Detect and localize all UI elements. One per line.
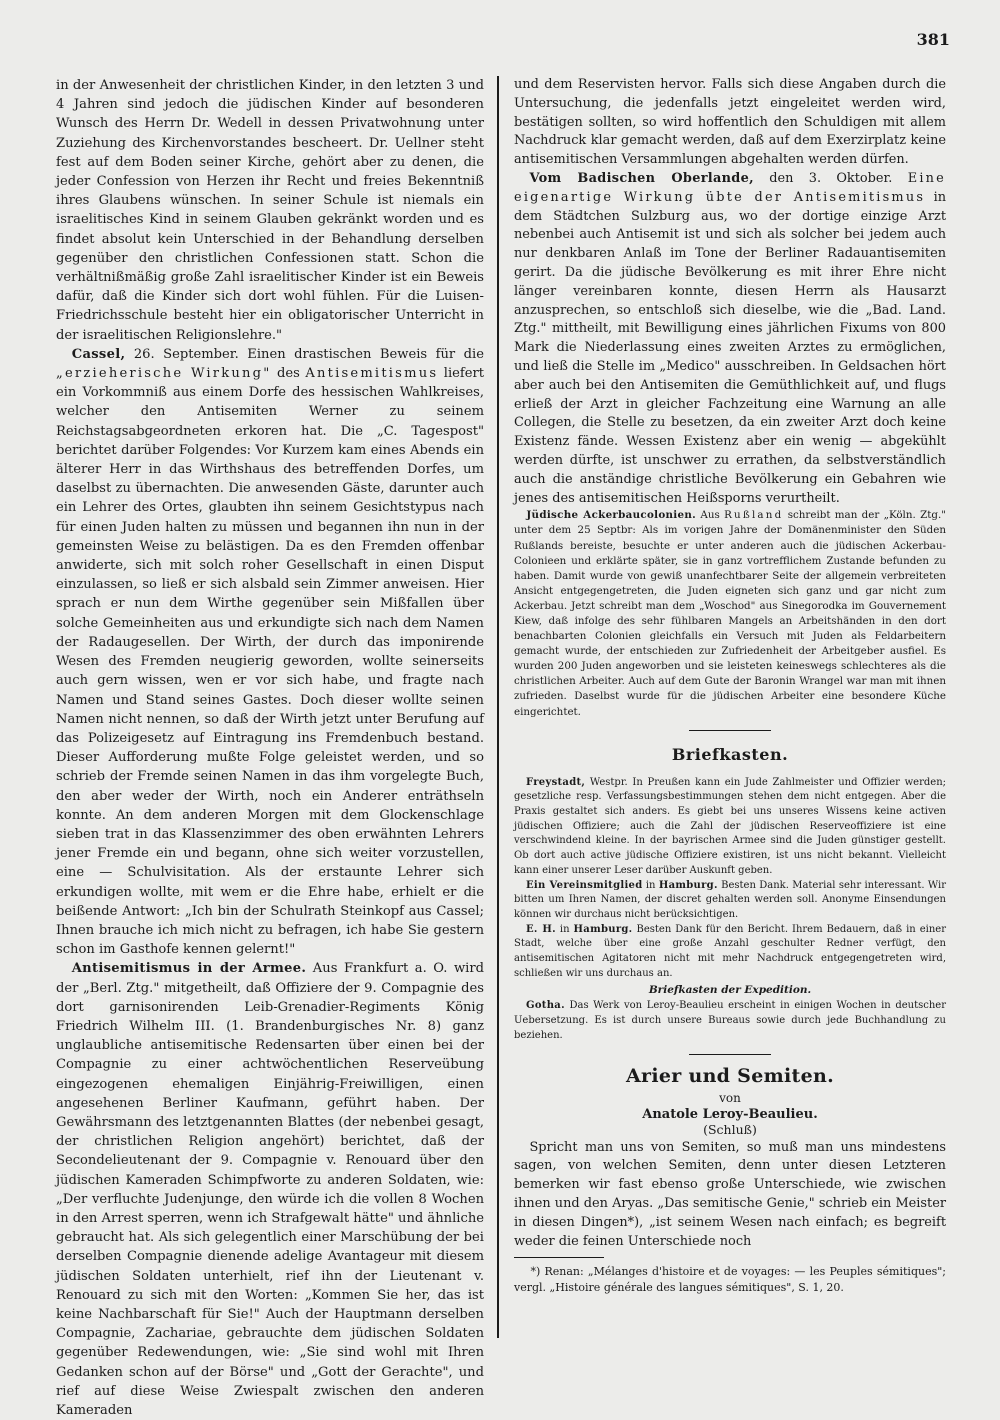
reply-text: Westpr. In Preußen kann ein Jude Zahlmeister und Offizier werden; gesetzliche resp. Verfassungsbestimmungen stehen dem nicht entgegen. Aber die Praxis gestaltet sich anders. Es giebt bei uns unseres Wissens keine activen jüdischen Offiziere; auch die Zahl der jüdischen Reserveoffiziere ist eine verschwindend kleine. In der bayrischen Armee sind die Juden günstiger gestellt. Ob dort auch active jüdische Offiziere existiren, ist uns nicht bekannt. Vielleicht kann einer unserer Leser darüber Auskunft geben. [514, 776, 946, 876]
spaced-phrase: Eine eigenartige Wirkung übte der Antisemitismus [514, 170, 946, 205]
reply-text: Das Werk von Leroy-Beaulieu erscheint in einigen Wochen in deutscher Uebersetzung. Es ist durch unsere Bureaus sowie durch jede Buchhandlung zu beziehen. [514, 1000, 946, 1041]
reply-place: Hamburg. [573, 923, 633, 935]
spaced-phrase: „erzieherische Wirkung" [56, 366, 272, 382]
footnote-rule [514, 1257, 604, 1258]
reply-recipient: Gotha. [526, 1000, 565, 1012]
section-separator [689, 1054, 771, 1055]
reply-place: Hamburg. [658, 879, 718, 891]
paragraph-text: und dem Reservisten hervor. Falls sich diese Angaben durch die Untersuchung, die jedenfalls jetzt eingeleitet werden wird, bestätigen sollten, so wird hoffentlich den Schuldigen mit allem Nachdruck klar gemacht werden, daß auf dem Exerzirplatz keine antisemitischen Versammlungen abgehalten werden dürfen. [514, 77, 946, 168]
reply-text: in [555, 923, 574, 935]
footnote: *) Renan: „Mélanges d'histoire et de voyages: — les Peuples sémitiques"; vergl. „Histoire générale des langues sémitiques", S. 1, 20. [514, 1265, 946, 1294]
news-heading-cassel: Cassel, [71, 346, 126, 362]
letter-reply [514, 879, 946, 923]
news-item-cassel [56, 345, 484, 960]
reply-text: in [642, 879, 659, 891]
news-date: 26. September. [125, 346, 239, 362]
article-continuation [56, 76, 484, 345]
paragraph-text: Aus [696, 509, 725, 522]
expedition-subheading: Briefkasten der Expedition. [648, 984, 812, 997]
article-author: Anatole Leroy-Beaulieu. [642, 1106, 818, 1122]
news-date: den 3. Oktober. [753, 170, 893, 186]
section-separator [689, 730, 771, 731]
paragraph-text: Aus Frankfurt a. O. wird der „Berl. Ztg." mitgetheilt, daß Offiziere der 9. Compagnie des dort garnisonirenden Leib-Grenadier-Regiments König Friedrich Wilhelm III. (1. Brandenburgisches Nr. 8) ganz unglaubliche antisemitische Redensarten über einen bei der Compagnie zu einer achtwöchentlichen Reserveübung eingezogenen ehemaligen Einjährig-Freiwilligen, einen angesehenen Berliner Kaufmann, geführt haben. Der Gewährsmann des letztgenannten Blattes (der nebenbei gesagt, der christlichen Religion angehört) berichtet, daß der Secondelieutenant der 9. Compagnie v. Renouard über den jüdischen Kameraden Schimpfworte zu anderen Soldaten, wie: „Der verfluchte Judenjunge, den würde ich die vollen 8 Wochen in den Arrest sperren, wenn ich Strafgewalt hätte" und ähnliche gebraucht hat. Als sich gelegentlich einer Marschübung der bei derselben Compagnie dienende adelige Avantageur mit diesem jüdischen Soldaten unterhielt, rief ihn der Lieutenant v. Renouard zu sich mit den Worten: „Kommen Sie her, das ist keine Nachbarschaft für Sie!" Auch der Hauptmann derselben Compagnie, Zachariae, gebrauchte dem jüdischen Soldaten gegenüber Redewendungen, wie: „Sie sind wohl mit Ihren Gedanken schon auf der Börse" und „Gott der Gerachte", und rief auf diese Weise Zwiespalt zwischen den anderen Kameraden [56, 961, 484, 1419]
byline-von: von [719, 1090, 741, 1105]
news-heading-baden: Vom Badischen Oberlande, [529, 170, 754, 186]
reply-recipient: Ein Vereinsmitglied [526, 879, 643, 891]
news-item-armee [56, 959, 484, 1420]
column-divider [497, 76, 499, 1338]
briefkasten-title: Briefkasten. [671, 744, 789, 764]
reply-text: Besten Dank für den Bericht. Ihrem Bedauern, daß in einer Stadt, welche über eine große Anzahl geschulter Redner verfügt, den antisemitischen Agitatoren nicht mit mehr Nachdruck entgegengetreten wird, schließen wir uns durchaus an. [514, 923, 946, 979]
page-number: 381 [916, 30, 950, 49]
reply-text: Besten Dank. Material sehr interessant. Wir bitten um Ihren Namen, der discret gehalten werden soll. Anonyme Einsendungen können wir durchaus nicht berücksichtigen. [514, 879, 946, 920]
reply-recipient: Freystadt, [526, 776, 586, 788]
reply-recipient: E. H. [526, 923, 556, 935]
article-body: Spricht man uns von Semiten, so muß man uns mindestens sagen, von welchen Semiten, denn unter diesen Letzteren bemerken wir fast ebenso große Unterschiede, wie zwischen ihnen und den Aryas. „Das semitische Genie," schrieb ein Meister in diesen Dingen*), „ist seinem Wesen nach einfach; es begreift weder die feinen Unterschiede noch [514, 1139, 946, 1249]
letter-reply [514, 999, 946, 1043]
news-item-colonies [514, 508, 946, 719]
article-title: Arier und Semiten. [625, 1064, 835, 1087]
article-continuation [514, 76, 946, 170]
news-heading-colonies: Jüdische Ackerbaucolonien. [526, 509, 697, 522]
paragraph-text: Einen drastischen Beweis für die [238, 346, 484, 362]
paragraph-text: in dem Städtchen Sulzburg aus, wo der dortige einzige Arzt nebenbei auch Antisemit ist und sich als solcher bei jedem auch nur denkbaren Anlaß im Tone der Berliner Radauantisemiten gerirt. Da die jüdische Bevölkerung es mit ihrer Ehre nicht länger vereinbaren konnte, diesen Herrn als Hausarzt anzusprechen, so entschloß sich dieselbe, wie die „Bad. Land. Ztg." mittheilt, mit Bewilligung eines jährlichen Fixums von 800 Mark die Niederlassung eines zweiten Arztes zu ermöglichen, und ließ die Stelle im „Medico" ausschreiben. In Geldsachen hört aber auch bei den Antisemiten die Gemüthlichkeit auf, und flugs erließ der Arzt in gleicher Fachzeitung eine Warnung an alle Collegen, die Stelle zu besetzen, da ein zweiter Arzt doch keine Existenz fände. Wessen Existenz aber ein wenig — abgekühlt werden dürfte, ist unschwer zu errathen, da selbstverständlich auch die anständige christliche Bevölkerung ein Gebahren wie jenes des antisemitischen Heißsporns verurtheilt. [514, 189, 946, 506]
paragraph-text: des [271, 366, 306, 382]
spaced-phrase: Antisemitismus [305, 366, 439, 382]
left-column [56, 76, 484, 1419]
news-heading-armee: Antisemitismus in der Armee. [71, 961, 307, 977]
article-part: (Schluß) [703, 1121, 757, 1137]
news-item-baden [514, 170, 946, 508]
paragraph-text: in der Anwesenheit der christlichen Kinder, in den letzten 3 und 4 Jahren sind jedoch die jüdischen Kinder auf besonderen Wunsch des Herrn Dr. Wedell in dessen Privatwohnung unter Zuziehung des Kirchenvorstandes bescheert. Dr. Uellner steht fest auf dem Boden seiner Kirche, gehört aber zu denen, die jeder Confession von Herzen ihr Recht und freies Bekenntniß ihres Glaubens wünschen. In seiner Schule ist niemals ein israelitisches Kind in seinem Glauben gekränkt worden und es findet absolut kein Unterschied in der Behandlung derselben gegenüber den christlichen Confessionen statt. Schon die verhältnißmäßig große Zahl israelitischer Kinder ist ein Beweis dafür, daß die Kinder sich dort wohl fühlen. Für die Luisen-Friedrichsschule besteht hier ein obligatorischer Unterricht in der israelitischen Religionslehre." [56, 78, 484, 343]
paragraph-text: schreibt man der „Köln. Ztg." unter dem 25 Septbr: Als im vorigen Jahre der Domänenminister den Süden Rußlands bereiste, besuchte er unter anderen auch die jüdischen Ackerbau-Colonieen und erklärte später, sie in ganz vortrefflichem Zustande befunden zu haben. Damit wurde von gewiß unanfechtbarer Seite der allgemein verbreiteten Ansicht entgegengetreten, die Juden eigneten sich ganz und gar nicht zum Ackerbau. Jetzt schreibt man dem „Woschod" aus Sinegorodka im Gouvernement Kiew, daß infolge des sehr fühlbaren Mangels an Arbeitshänden in den dort benachbarten Colonien gleichfalls ein Versuch mit Juden als Feldarbeitern gemacht wurde, der entschieden zur Zufriedenheit der Arbeitgeber ausfiel. Es wurden 200 Juden angeworben und sie leisteten keineswegs schlechteres als die christlichen Arbeiter. Auch auf dem Gute der Baronin Wrangel war man mit ihnen zufrieden. Daselbst wurde für die jüdischen Arbeiter eine besondere Küche eingerichtet. [514, 509, 946, 718]
spaced-phrase: Rußland [724, 509, 784, 522]
letter-reply [514, 776, 946, 879]
right-column [514, 76, 946, 1348]
paragraph-text: liefert ein Vorkommniß aus einem Dorfe des hessischen Wahlkreises, welcher den Antisemiten Werner zu seinem Reichstagsabgeordneten erkoren hat. Die „C. Tagespost" berichtet darüber Folgendes: Vor Kurzem kam eines Abends ein älterer Herr in das Wirthshaus des betreffenden Dorfes, um daselbst zu übernachten. Die anwesenden Gäste, darunter auch ein Lehrer des Ortes, glaubten ihn seinem Gesichtstypus nach für einen Juden halten zu müssen und begannen ihn nun in der gemeinsten Weise zu belästigen. Da es den Fremden offenbar anwiderte, sich mit solch roher Gesellschaft in einen Disput einzulassen, so ließ er sich alsbald sein Zimmer anweisen. Hier sprach er nun dem Wirthe gegenüber sein Mißfallen über solche Gemeinheiten aus und erkundigte sich nach dem Namen der Radaugesellen. Der Wirth, der durch das imponirende Wesen des Fremden neugierig geworden, wollte seinerseits auch gern wissen, wen er vor sich habe, und fragte nach Namen und Stand seines Gastes. Doch dieser wollte seinen Namen nicht nennen, so daß der Wirth jetzt unter Berufung auf das Polizeigesetz auf Eintragung ins Fremdenbuch bestand. Dieser Aufforderung mußte Folge geleistet werden, und so schrieb der Fremde seinen Namen in das ihm vorgelegte Buch, den aber weder der Wirth, noch ein Anderer enträthseln konnte. An dem anderen Morgen mit dem Glockenschlage sieben trat in das Klassenzimmer des oben erwähnten Lehrers jener Fremde ein und begann, ohne sich weiter vorzustellen, eine — Schulvisitation. Als der erstaunte Lehrer sich erkundigen wollte, mit wem er die Ehre habe, erhielt er die beißende Antwort: „Ich bin der Schulrath Steinkopf aus Cassel; Ihnen brauche ich mich nicht zu befragen, ich habe Sie gestern schon im Gasthofe kennen gelernt!" [56, 366, 484, 958]
letter-reply [514, 923, 946, 982]
